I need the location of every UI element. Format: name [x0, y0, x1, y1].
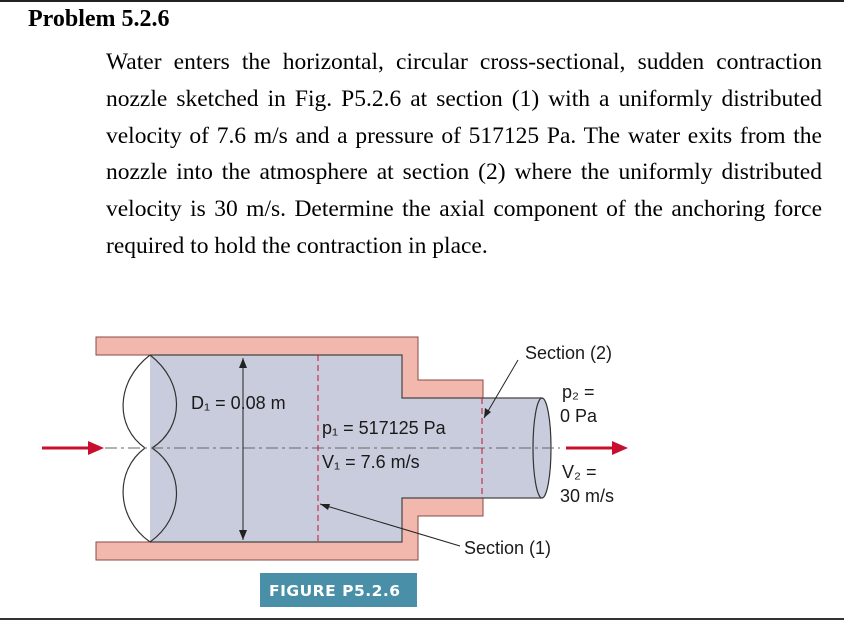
- v2-label-line2: 30 m/s: [560, 486, 615, 506]
- inflow-arrow-head: [88, 441, 104, 455]
- top-border: [0, 0, 844, 2]
- p2-label-line2: 0 Pa: [560, 406, 598, 426]
- v2-label-line1: V₂ =: [562, 462, 597, 482]
- v1-label: V₁ = 7.6 m/s: [322, 452, 420, 472]
- p1-label: p₁ = 517125 Pa: [322, 418, 446, 438]
- problem-statement: Water enters the horizontal, circular cross-sectional, sudden contraction nozzle sketched in Fig. P5.2.6 at section (1) with a uniformly distributed velocity of 7.6 m/s and a pressure of 517125 Pa. The water exits from the nozzle into the atmosphere at section (2) where the uniformly distributed velocity is 30 m/s. Determine the axial component of the anchoring force required to hold the contraction in place.: [106, 49, 822, 259]
- outflow-arrow-head: [612, 441, 628, 455]
- section2-label: Section (2): [525, 343, 613, 363]
- bottom-border: [0, 618, 844, 620]
- figure-p5-2-6: [0, 322, 844, 618]
- p2-label-line1: p₂ =: [562, 382, 595, 402]
- d1-label: D₁ = 0.08 m: [191, 393, 286, 413]
- section1-label: Section (1): [464, 538, 552, 558]
- figure-caption: FIGURE P5.2.6: [269, 582, 401, 600]
- problem-title: Problem 5.2.6: [28, 6, 170, 32]
